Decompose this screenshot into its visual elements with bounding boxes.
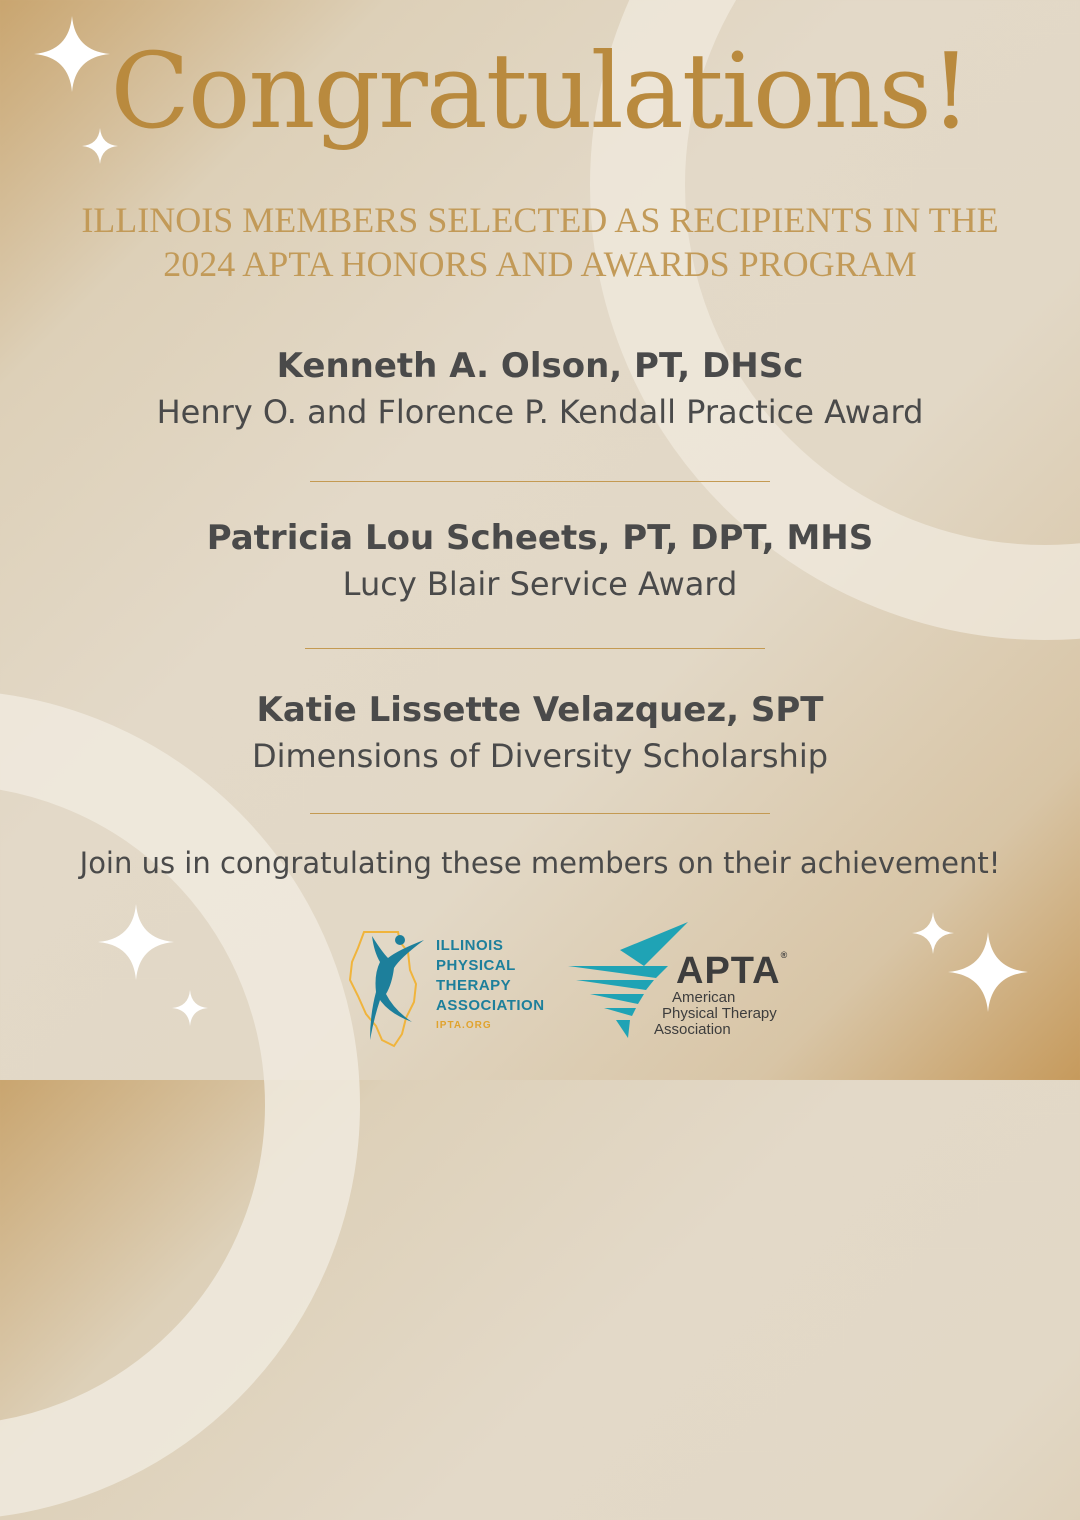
ipta-name-line: THERAPY [436, 977, 512, 994]
recipient-award: Henry O. and Florence P. Kendall Practice Award [156, 393, 924, 431]
recipient-award: Lucy Blair Service Award [342, 565, 738, 603]
closing-message: Join us in congratulating these members on their achievement! [79, 846, 1001, 880]
sparkle-icon [172, 990, 208, 1026]
apta-name-line: American [672, 989, 736, 1006]
divider [310, 813, 770, 814]
ipta-url: IPTA.ORG [436, 1020, 492, 1031]
subtitle-line: 2024 APTA HONORS AND AWARDS PROGRAM [163, 244, 917, 284]
apta-acronym-text: APTA [676, 950, 781, 992]
recipient-name: Kenneth A. Olson, PT, DHSc [276, 346, 804, 386]
apta-full-name [654, 990, 777, 1038]
recipient-name: Patricia Lou Scheets, PT, DPT, MHS [206, 518, 874, 558]
sparkle-icon [948, 932, 1028, 1012]
subtitle-line: ILLINOIS MEMBERS SELECTED AS RECIPIENTS IN THE [81, 200, 999, 240]
ipta-wordmark [436, 936, 545, 1036]
divider [310, 481, 770, 482]
apta-name-line: Association [654, 1021, 731, 1038]
recipient-entry [0, 344, 1080, 436]
ipta-figure-icon [336, 922, 436, 1052]
registered-mark: ® [780, 950, 789, 960]
sparkle-icon [98, 904, 174, 980]
divider [305, 648, 765, 649]
recipient-entry [0, 516, 1080, 608]
ipta-name-line: PHYSICAL [436, 957, 516, 974]
recipient-entry [0, 688, 1080, 780]
background-arc-bottom [0, 690, 360, 1520]
apta-name-line: Physical Therapy [662, 1005, 777, 1022]
ipta-name-line: ASSOCIATION [436, 997, 545, 1014]
apta-logo [560, 920, 820, 1050]
subtitle [0, 198, 1080, 286]
recipient-award: Dimensions of Diversity Scholarship [251, 737, 829, 775]
ipta-name-line: ILLINOIS [436, 937, 504, 954]
apta-acronym [676, 950, 788, 993]
ipta-logo [336, 922, 566, 1052]
recipient-name: Katie Lissette Velazquez, SPT [256, 690, 824, 730]
page-title: Congratulations! [110, 30, 970, 152]
